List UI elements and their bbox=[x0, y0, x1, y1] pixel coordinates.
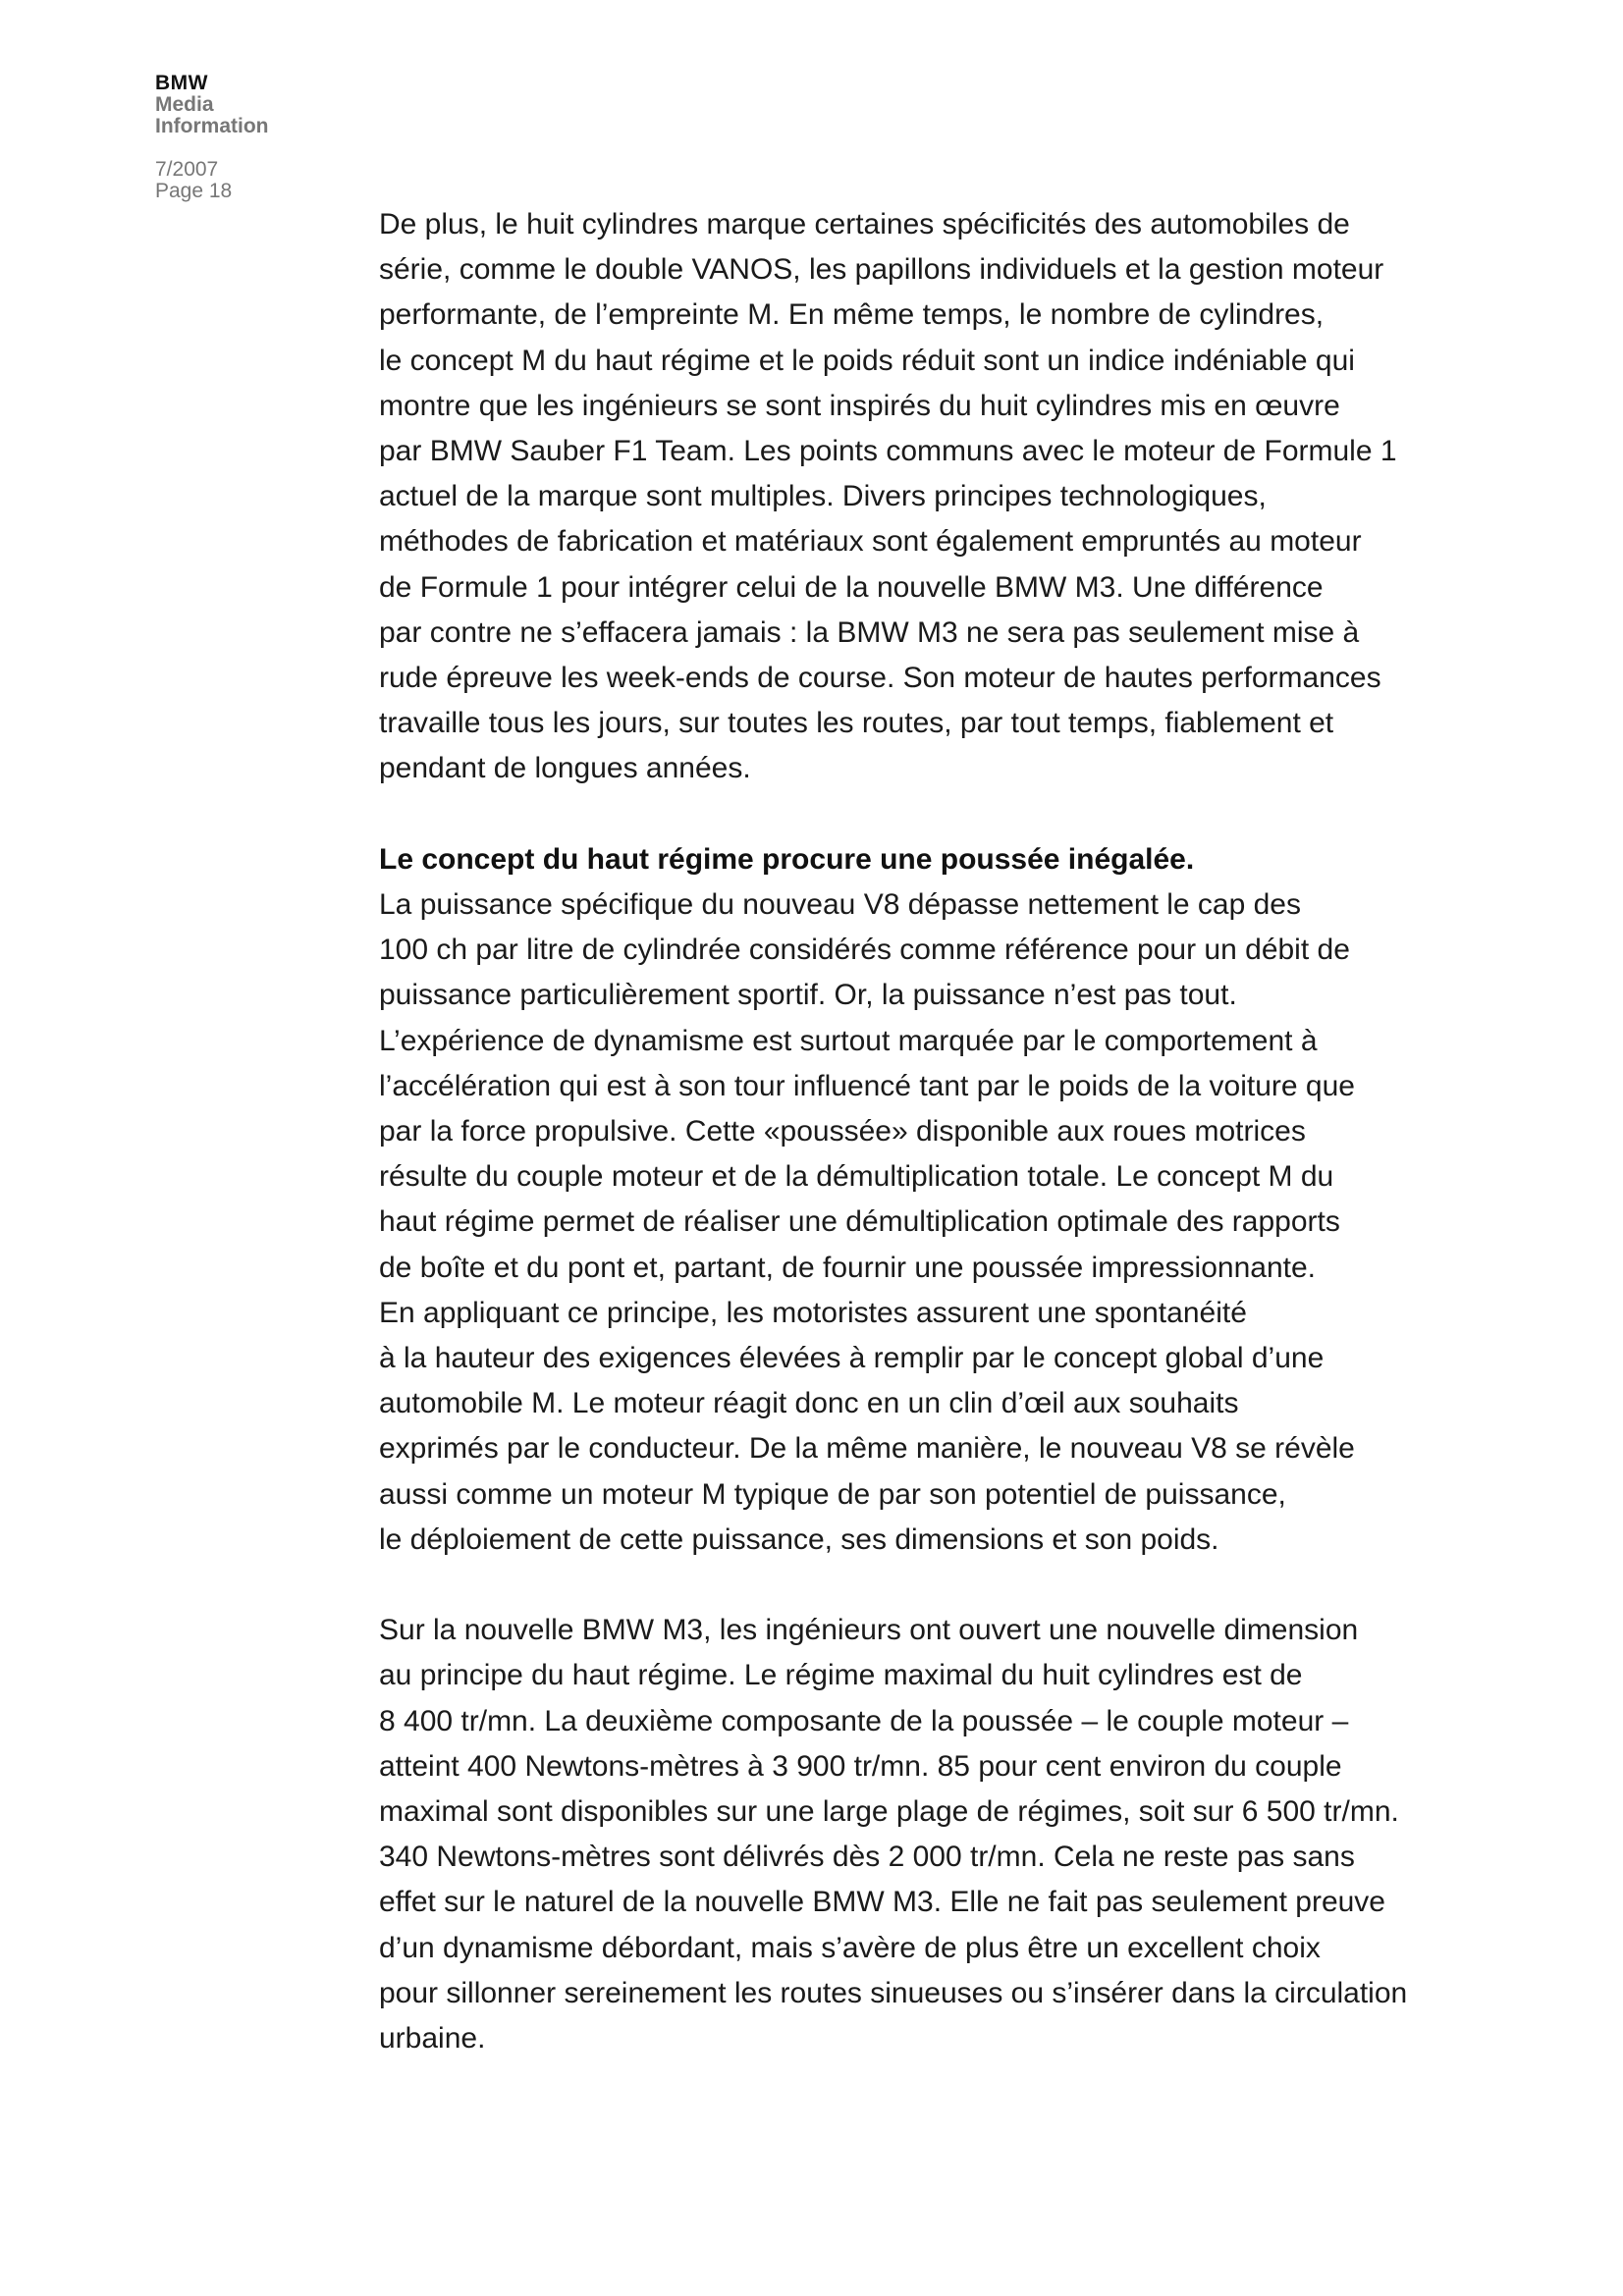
page-number: Page 18 bbox=[155, 180, 233, 202]
text-line: urbaine. bbox=[379, 2022, 486, 2056]
text-line: De plus, le huit cylindres marque certaines spécificités des automobiles de bbox=[379, 208, 1350, 240]
text-line: pour sillonner sereinement les routes sinueuses ou s’insérer dans la circulation bbox=[379, 1976, 1408, 2009]
text-line: exprimés par le conducteur. De la même manière, le nouveau V8 se révèle bbox=[379, 1432, 1355, 1466]
text-line: à la hauteur des exigences élevées à remplir par le concept global d’une bbox=[379, 1342, 1325, 1375]
paragraph-1 bbox=[379, 202, 1420, 792]
text-line: aussi comme un moteur M typique de par son potentiel de puissance, bbox=[379, 1477, 1286, 1511]
text-line: série, comme le double VANOS, les papillons individuels et la gestion moteur bbox=[379, 253, 1384, 287]
paragraph-2 bbox=[379, 882, 1420, 1563]
text-line: puissance particulièrement sportif. Or, la puissance n’est pas tout. bbox=[379, 979, 1237, 1012]
text-line: le concept M du haut régime et le poids réduit sont un indice indéniable qui bbox=[379, 344, 1355, 377]
text-line: Sur la nouvelle BMW M3, les ingénieurs ont ouvert une nouvelle dimension bbox=[379, 1614, 1359, 1647]
header-subtitle-information: Information bbox=[155, 115, 269, 137]
document-date: 7/2007 bbox=[155, 158, 219, 181]
paragraph-spacer bbox=[379, 1563, 1420, 1608]
text-line: maximal sont disponibles sur une large plage de régimes, soit sur 6 500 tr/mn. bbox=[379, 1795, 1399, 1829]
document-header bbox=[155, 73, 352, 202]
text-line: l’accélération qui est à son tour influencé tant par le poids de la voiture que bbox=[379, 1069, 1355, 1102]
text-line: de boîte et du pont et, partant, de fournir une poussée impressionnante. bbox=[379, 1251, 1316, 1284]
text-line: d’un dynamisme débordant, mais s’avère de plus être un excellent choix bbox=[379, 1931, 1321, 1964]
text-line: automobile M. Le moteur réagit donc en un clin d’œil aux souhaits bbox=[379, 1387, 1239, 1420]
section-heading: Le concept du haut régime procure une poussée inégalée. bbox=[379, 842, 1195, 876]
text-line: par la force propulsive. Cette «poussée» disponible aux roues motrices bbox=[379, 1115, 1306, 1148]
text-line: effet sur le naturel de la nouvelle BMW M3. Elle ne fait pas seulement preuve bbox=[379, 1886, 1385, 1919]
text-line: haut régime permet de réaliser une démultiplication optimale des rapports bbox=[379, 1205, 1340, 1239]
text-line: 100 ch par litre de cylindrée considérés comme référence pour un débit de bbox=[379, 934, 1350, 967]
text-line: par BMW Sauber F1 Team. Les points communs avec le moteur de Formule 1 bbox=[379, 435, 1397, 468]
text-line: par contre ne s’effacera jamais : la BMW M3 ne sera pas seulement mise à bbox=[379, 615, 1360, 649]
text-line: au principe du haut régime. Le régime maximal du huit cylindres est de bbox=[379, 1659, 1303, 1692]
text-line: actuel de la marque sont multiples. Divers principes technologiques, bbox=[379, 480, 1267, 513]
text-line: méthodes de fabrication et matériaux sont également empruntés au moteur bbox=[379, 525, 1362, 559]
text-line: de Formule 1 pour intégrer celui de la nouvelle BMW M3. Une différence bbox=[379, 570, 1324, 604]
text-line: pendant de longues années. bbox=[379, 752, 751, 785]
paragraph-spacer bbox=[379, 792, 1420, 837]
text-line: rude épreuve les week-ends de course. Son moteur de hautes performances bbox=[379, 662, 1381, 695]
text-line: travaille tous les jours, sur toutes les routes, par tout temps, fiablement et bbox=[379, 707, 1334, 740]
text-line: L’expérience de dynamisme est surtout marquée par le comportement à bbox=[379, 1024, 1318, 1057]
paragraph-3 bbox=[379, 1608, 1420, 2061]
text-line: atteint 400 Newtons-mètres à 3 900 tr/mn. 85 pour cent environ du couple bbox=[379, 1749, 1342, 1783]
text-line: 8 400 tr/mn. La deuxième composante de la poussée – le couple moteur – bbox=[379, 1704, 1349, 1737]
brand-name: BMW bbox=[155, 72, 208, 94]
document-body bbox=[379, 202, 1420, 2061]
text-line: montre que les ingénieurs se sont inspirés du huit cylindres mis en œuvre bbox=[379, 389, 1340, 422]
text-line: le déploiement de cette puissance, ses dimensions et son poids. bbox=[379, 1522, 1219, 1556]
text-line: En appliquant ce principe, les motoristes assurent une spontanéité bbox=[379, 1296, 1247, 1329]
text-line: 340 Newtons-mètres sont délivrés dès 2 000 tr/mn. Cela ne reste pas sans bbox=[379, 1841, 1355, 1874]
text-line: performante, de l’empreinte M. En même temps, le nombre de cylindres, bbox=[379, 298, 1325, 332]
text-line: La puissance spécifique du nouveau V8 dépasse nettement le cap des bbox=[379, 888, 1301, 922]
text-line: résulte du couple moteur et de la démultiplication totale. Le concept M du bbox=[379, 1160, 1334, 1194]
header-subtitle-media: Media bbox=[155, 93, 214, 116]
